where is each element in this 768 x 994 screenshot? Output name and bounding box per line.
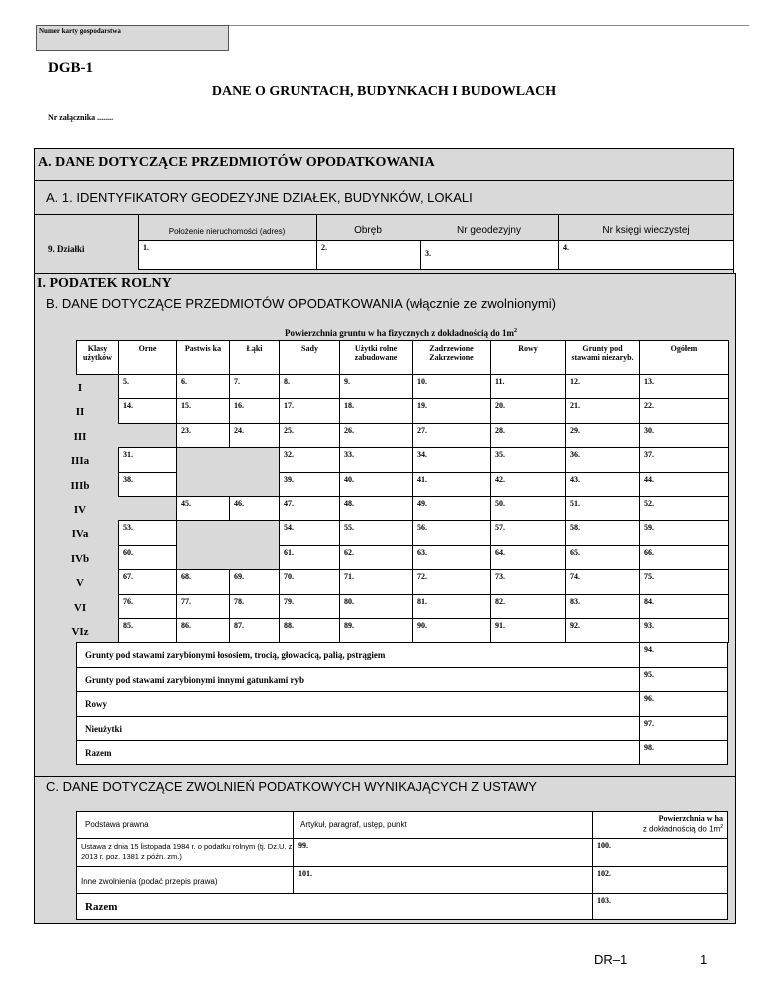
field-37[interactable]: 37.: [639, 447, 729, 472]
field-35[interactable]: 35.: [490, 447, 566, 472]
field-49[interactable]: 49.: [412, 496, 491, 521]
field-89[interactable]: 89.: [339, 618, 413, 643]
col-header-label: Użytki rolne zabudowane: [354, 344, 398, 362]
col-header-5: [279, 340, 340, 375]
other-exemptions-basis: Inne zwolnienia (podać przepis prawa): [76, 866, 294, 894]
field-19[interactable]: 19.: [412, 398, 491, 423]
field-88[interactable]: 88.: [279, 618, 340, 643]
class-label-iiib: IIIb: [70, 479, 90, 492]
field-25[interactable]: 25.: [279, 423, 340, 448]
field-12[interactable]: 12.: [565, 374, 640, 399]
field-102[interactable]: 102.: [592, 866, 728, 894]
field-63[interactable]: 63.: [412, 545, 491, 570]
field-32[interactable]: 32.: [279, 447, 340, 472]
field-43[interactable]: 43.: [565, 472, 640, 497]
field-10[interactable]: 10.: [412, 374, 491, 399]
field-85[interactable]: 85.: [118, 618, 177, 643]
field-72[interactable]: 72.: [412, 569, 491, 594]
field-29[interactable]: 29.: [565, 423, 640, 448]
card-number-field[interactable]: [36, 25, 229, 51]
field-13[interactable]: 13.: [639, 374, 729, 399]
col-header-label: Klasy użytków: [83, 344, 112, 362]
col-header-4: [229, 340, 280, 375]
field-9[interactable]: 9.: [339, 374, 413, 399]
field-11[interactable]: 11.: [490, 374, 566, 399]
field-75[interactable]: 75.: [639, 569, 729, 594]
page-number: 1: [700, 952, 708, 967]
field-28[interactable]: 28.: [490, 423, 566, 448]
col-header-7: [412, 340, 491, 375]
field-58[interactable]: 58.: [565, 520, 640, 545]
col-header-1: [76, 340, 119, 375]
section-a1-divider: [34, 214, 734, 215]
field-8[interactable]: 8.: [279, 374, 340, 399]
field-30[interactable]: 30.: [639, 423, 729, 448]
field-66[interactable]: 66.: [639, 545, 729, 570]
field-23[interactable]: 23.: [176, 423, 230, 448]
col-header-label: Rowy: [518, 344, 538, 353]
col-header-label: Sady: [301, 344, 318, 353]
extra-row-5: Razem: [76, 740, 640, 765]
section-a-title: A. DANE DOTYCZĄCE PRZEDMIOTÓW OPODATKOWANIA: [38, 155, 435, 170]
field-46[interactable]: 46.: [229, 496, 280, 521]
field-24[interactable]: 24.: [229, 423, 280, 448]
geodetic-number-field[interactable]: 3.: [420, 240, 559, 270]
class-label-i: I: [77, 382, 83, 394]
field-78[interactable]: 78.: [229, 594, 280, 619]
field-31[interactable]: 31.: [118, 447, 177, 472]
field-100[interactable]: 100.: [592, 838, 728, 867]
field-5[interactable]: 5.: [118, 374, 177, 399]
section-c-title: C. DANE DOTYCZĄCE ZWOLNIEŃ PODATKOWYCH WYNIKAJĄCYCH Z USTAWY: [46, 779, 537, 794]
field-79[interactable]: 79.: [279, 594, 340, 619]
extra-row-4: Nieużytki: [76, 716, 640, 741]
col-header-8: [490, 340, 566, 375]
field-33[interactable]: 33.: [339, 447, 413, 472]
field-81[interactable]: 81.: [412, 594, 491, 619]
field-87[interactable]: 87.: [229, 618, 280, 643]
field-83[interactable]: 83.: [565, 594, 640, 619]
land-register-field[interactable]: 4.: [558, 240, 734, 270]
field-61[interactable]: 61.: [279, 545, 340, 570]
field-17[interactable]: 17.: [279, 398, 340, 423]
class-label-iva: IVa: [71, 528, 89, 541]
class-label-iiia: IIIa: [70, 455, 90, 468]
field-103[interactable]: 103.: [592, 893, 728, 920]
class-label-v: V: [76, 577, 84, 590]
extra-row-2: Grunty pod stawami zarybionymi innymi gatunkami ryb: [76, 667, 640, 692]
field-95[interactable]: 95.: [639, 667, 728, 692]
area-header: Powierzchnia w ha z dokładnością do $1m^2$: [592, 811, 728, 839]
field-34[interactable]: 34.: [412, 447, 491, 472]
tax-act-basis: Ustawa z dnia 15 listopada 1984 r. o podatku rolnym (tj. Dz.U. z 2013 r. poz. 1381 z późn. zm.): [76, 838, 294, 867]
field-54[interactable]: 54.: [279, 520, 340, 545]
field-70[interactable]: 70.: [279, 569, 340, 594]
col-header-label: Grunty pod stawami niezaryb.: [571, 344, 634, 362]
field-67[interactable]: 67.: [118, 569, 177, 594]
field-82[interactable]: 82.: [490, 594, 566, 619]
exemptions-total-row: Razem: [76, 893, 593, 920]
col-header-2: [118, 340, 177, 375]
a1-col-address: Położenie nieruchomości (adres): [168, 227, 286, 236]
section-a1-title: A. 1. IDENTYFIKATORY GEODEZYJNE DZIAŁEK, BUDYNKÓW, LOKALI: [46, 190, 473, 205]
class-label-iii: III: [73, 430, 87, 443]
area-table-header: Powierzchnia gruntu w ha fizycznych z dokładnością do $1m^2$: [284, 328, 517, 338]
section-b-title: B. DANE DOTYCZĄCE PRZEDMIOTÓW OPODATKOWANIA (włącznie ze zwolnionymi): [46, 296, 556, 311]
field-57[interactable]: 57.: [490, 520, 566, 545]
col-header-label: Ogółem: [670, 344, 698, 353]
form-code: DGB-1: [48, 60, 93, 76]
field-65[interactable]: 65.: [565, 545, 640, 570]
main-title: DANE O GRUNTACH, BUDYNKACH I BUDOWLACH: [211, 84, 557, 99]
field-90[interactable]: 90.: [412, 618, 491, 643]
col-header-label: Orne: [138, 344, 157, 353]
field-93[interactable]: 93.: [639, 618, 729, 643]
field-42[interactable]: 42.: [490, 472, 566, 497]
field-44[interactable]: 44.: [639, 472, 729, 497]
field-80[interactable]: 80.: [339, 594, 413, 619]
col-header-9: [565, 340, 640, 375]
field-51[interactable]: 51.: [565, 496, 640, 521]
class-label-ii: II: [75, 406, 85, 419]
col-header-3: [176, 340, 230, 375]
field-15[interactable]: 15.: [176, 398, 230, 423]
attachment-number: Nr załącznika ........: [48, 113, 114, 122]
field-101[interactable]: 101.: [293, 866, 593, 894]
extra-row-1: Grunty pod stawami zarybionymi łososiem, trocią, głowacicą, palią, pstrągiem: [76, 642, 640, 667]
field-40[interactable]: 40.: [339, 472, 413, 497]
extra-row-3: Rowy: [76, 691, 640, 716]
field-55[interactable]: 55.: [339, 520, 413, 545]
field-6[interactable]: 6.: [176, 374, 230, 399]
field-68[interactable]: 68.: [176, 569, 230, 594]
col-header-10: [639, 340, 729, 375]
field-97[interactable]: 97.: [639, 716, 728, 741]
field-36[interactable]: 36.: [565, 447, 640, 472]
section-i-title: I. PODATEK ROLNY: [37, 276, 172, 291]
plots-label: 9. Działki: [48, 244, 85, 254]
field-60[interactable]: 60.: [118, 545, 177, 570]
field-39[interactable]: 39.: [279, 472, 340, 497]
class-label-iv: IV: [73, 504, 87, 516]
field-45[interactable]: 45.: [176, 496, 230, 521]
class-label-viz: VIz: [71, 626, 89, 638]
top-rule: [229, 25, 749, 26]
field-62[interactable]: 62.: [339, 545, 413, 570]
col-header-label: Łąki: [246, 344, 263, 353]
field-16[interactable]: 16.: [229, 398, 280, 423]
field-41[interactable]: 41.: [412, 472, 491, 497]
field-91[interactable]: 91.: [490, 618, 566, 643]
a1-col-precinct: Obręb: [354, 225, 382, 236]
legal-basis-header: Podstawa prawna: [76, 811, 294, 839]
field-22[interactable]: 22.: [639, 398, 729, 423]
field-20[interactable]: 20.: [490, 398, 566, 423]
col-header-6: [339, 340, 413, 375]
field-96[interactable]: 96.: [639, 691, 728, 716]
field-77[interactable]: 77.: [176, 594, 230, 619]
field-56[interactable]: 56.: [412, 520, 491, 545]
field-38[interactable]: 38.: [118, 472, 177, 497]
field-50[interactable]: 50.: [490, 496, 566, 521]
field-27[interactable]: 27.: [412, 423, 491, 448]
field-21[interactable]: 21.: [565, 398, 640, 423]
field-74[interactable]: 74.: [565, 569, 640, 594]
a1-col-geodetic: Nr geodezyjny: [457, 225, 521, 236]
field-53[interactable]: 53.: [118, 520, 177, 545]
class-label-vi: VI: [73, 601, 87, 614]
field-7[interactable]: 7.: [229, 374, 280, 399]
field-71[interactable]: 71.: [339, 569, 413, 594]
field-69[interactable]: 69.: [229, 569, 280, 594]
field-84[interactable]: 84.: [639, 594, 729, 619]
class-label-ivb: IVb: [70, 552, 90, 565]
field-86[interactable]: 86.: [176, 618, 230, 643]
field-59[interactable]: 59.: [639, 520, 729, 545]
field-47[interactable]: 47.: [279, 496, 340, 521]
section-a-divider: [34, 180, 734, 181]
field-92[interactable]: 92.: [565, 618, 640, 643]
address-field[interactable]: 1.: [138, 240, 317, 270]
field-94[interactable]: 94.: [639, 642, 728, 667]
field-76[interactable]: 76.: [118, 594, 177, 619]
article-header: Artykuł, paragraf, ustęp, punkt: [293, 811, 593, 839]
col-header-label: Zadrzewione Zakrzewione: [429, 344, 474, 362]
field-48[interactable]: 48.: [339, 496, 413, 521]
a1-col-land-register: Nr księgi wieczystej: [602, 225, 690, 236]
field-98[interactable]: 98.: [639, 740, 728, 765]
field-14[interactable]: 14.: [118, 398, 177, 423]
field-99[interactable]: 99.: [293, 838, 593, 867]
footer-code: DR–1: [594, 952, 628, 967]
field-52[interactable]: 52.: [639, 496, 729, 521]
col-header-label: Pastwis ka: [184, 344, 222, 353]
field-73[interactable]: 73.: [490, 569, 566, 594]
card-number-label: Numer karty gospodarstwa: [39, 27, 121, 35]
field-26[interactable]: 26.: [339, 423, 413, 448]
precinct-field[interactable]: 2.: [316, 240, 421, 270]
field-18[interactable]: 18.: [339, 398, 413, 423]
field-64[interactable]: 64.: [490, 545, 566, 570]
